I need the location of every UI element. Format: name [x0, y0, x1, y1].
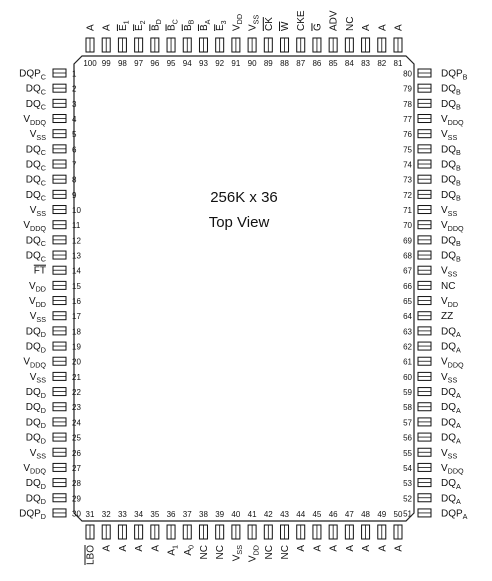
pin-bottom-number: 48	[361, 510, 371, 519]
pin-top-label: $E_2$	[134, 20, 147, 31]
pin-top-label: $B_A$	[198, 19, 212, 31]
pin-top-label: A	[393, 24, 405, 31]
pin-bottom-label: A	[328, 545, 340, 552]
pin-left-number: 10	[72, 206, 81, 216]
pin-bottom-label: NC	[280, 545, 292, 560]
pin-top-number: 94	[182, 59, 192, 68]
pin-top-label: ADV	[328, 10, 340, 31]
pin-bottom-number: 42	[263, 510, 273, 519]
pin-bottom-number: 36	[166, 510, 176, 519]
package-title: 256K x 36	[210, 189, 278, 206]
pin-right-number: 52	[403, 494, 412, 504]
pin-right-label: $DQ_B$	[441, 235, 461, 249]
pin-right-number: 60	[403, 372, 412, 382]
pin-bottom-label: $V_{DD}$	[247, 545, 261, 563]
pin-top-label: NC	[344, 16, 356, 31]
pin-right-label: $DQ_A$	[441, 341, 461, 355]
pin-bottom-label: NC	[198, 545, 210, 560]
pin-right-label: ZZ	[441, 311, 454, 323]
pin-top-label: A	[377, 24, 389, 31]
pin-top-label: A	[361, 24, 373, 31]
pin-bottom-number: 40	[231, 510, 241, 519]
pin-left-number: 27	[72, 463, 81, 473]
pin-top-number: 85	[328, 59, 338, 68]
pin-left-label: $DQ_D$	[25, 432, 46, 446]
pin-left-label: $V_{SS}$	[29, 205, 46, 218]
pin-left-label: $DQ_D$	[25, 341, 46, 355]
pin-right-label: $V_{SS}$	[441, 265, 458, 279]
pin-bottom-label: A	[117, 545, 129, 552]
pin-top-number: 83	[361, 59, 371, 68]
pin-right-label: $V_{SS}$	[441, 129, 458, 142]
pin-right-label: $DQ_A$	[441, 402, 461, 416]
pin-right-number: 68	[403, 251, 412, 261]
pin-bottom-label: $A_0$	[182, 545, 196, 556]
pin-right-label: $DQ_B$	[441, 250, 461, 264]
pin-left-number: 28	[72, 479, 81, 489]
pin-right-number: 65	[403, 297, 412, 307]
pin-left-label: $V_{SS}$	[29, 311, 46, 325]
pin-left-number: 21	[72, 372, 81, 382]
pin-bottom-number: 47	[344, 510, 354, 519]
pin-left-label: $V_{DDQ}$	[23, 356, 46, 370]
pin-left-label: $V_{SS}$	[29, 371, 46, 385]
pin-bottom-number: 33	[117, 510, 127, 519]
pin-top-number: 99	[101, 59, 111, 68]
pin-top-number: 81	[393, 59, 403, 68]
pin-left-label: $DQ_C$	[25, 174, 46, 188]
pin-top-label: A	[101, 24, 113, 31]
pin-right-number: 77	[403, 115, 412, 125]
pin-left-label: $DQ_C$	[25, 83, 46, 97]
pin-left-number: 9	[72, 190, 77, 200]
pin-top-number: 86	[312, 59, 322, 68]
pin-left-label: $DQ_C$	[25, 250, 46, 264]
pin-bottom-number: 38	[199, 510, 208, 519]
pin-left-number: 13	[72, 251, 81, 261]
pin-bottom-number: 50	[393, 510, 403, 519]
pin-left-label: $DQ_D$	[25, 417, 46, 431]
pin-top-number: 93	[199, 59, 208, 68]
pin-top-label: $V_{DD}$	[231, 13, 245, 31]
pin-left-number: 20	[72, 357, 81, 367]
pin-left-number: 17	[72, 312, 81, 322]
pin-top-label: $B_B$	[182, 19, 196, 31]
pin-top-number: 97	[134, 59, 144, 68]
pin-bottom-label: A	[393, 545, 405, 552]
pin-bottom-label: A	[361, 545, 373, 552]
pin-right-label: $DQ_A$	[441, 326, 461, 340]
pin-top-number: 88	[280, 59, 289, 68]
pin-left-label: $DQ_C$	[25, 98, 46, 112]
pin-right-label: $DQ_B$	[441, 189, 461, 203]
pin-right-label: $DQ_B$	[441, 83, 461, 97]
pin-left-number: 6	[72, 145, 77, 155]
pin-right-number: 78	[403, 99, 412, 109]
pin-bottom-number: 35	[150, 510, 160, 519]
pin-top-number: 82	[377, 59, 387, 68]
pin-top-label: CKE	[296, 10, 308, 31]
pin-bottom-number: 49	[377, 510, 387, 519]
pin-top-number: 90	[247, 59, 257, 68]
pin-left-label: $DQ_C$	[25, 159, 46, 173]
pin-bottom-number: 41	[247, 510, 257, 519]
pin-bottom-label: A	[344, 545, 356, 552]
pin-left-label: $V_{DD}$	[28, 296, 46, 309]
pin-left-number: 18	[72, 327, 81, 337]
pin-right-label: $V_{DDQ}$	[441, 356, 464, 370]
pin-right-number: 56	[403, 433, 412, 443]
pin-right-number: 70	[403, 221, 412, 231]
pin-top-label: A	[85, 24, 97, 31]
pin-top-label: $V_{SS}$	[247, 14, 261, 31]
pin-top-label: $B_C$	[166, 19, 180, 31]
pin-left-number: 15	[72, 281, 81, 291]
pin-right-number: 57	[403, 418, 412, 428]
pin-bottom-label: A	[312, 545, 324, 552]
pin-right-label: $V_{DDQ}$	[441, 462, 464, 476]
pin-left-number: 19	[72, 342, 81, 352]
pin-top-label: $B_D$	[150, 19, 164, 31]
pin-left-number: 30	[72, 509, 81, 519]
pin-top-number: 89	[263, 59, 273, 68]
pin-bottom-label: A	[377, 545, 389, 552]
pin-left-number: 2	[72, 84, 77, 94]
pin-left-label: $DQ_D$	[25, 387, 46, 400]
pin-bottom-number: 44	[296, 510, 306, 519]
pin-top-number: 84	[344, 59, 354, 68]
pin-right-label: $DQ_A$	[441, 387, 461, 400]
pin-left-number: 12	[72, 236, 81, 246]
pin-left-number: 3	[72, 99, 77, 109]
pin-right-number: 61	[403, 357, 412, 367]
pin-left-label: $DQ_C$	[25, 144, 46, 158]
pin-right-number: 72	[403, 190, 412, 200]
pin-left-number: 5	[72, 130, 77, 140]
pin-right-number: 51	[403, 509, 412, 519]
pin-bottom-label: A	[101, 545, 113, 552]
pin-bottom-number: 46	[328, 510, 338, 519]
pin-right-label: $DQ_B$	[441, 144, 461, 158]
pin-left-label: $DQ_C$	[25, 189, 46, 203]
pin-right-number: 75	[403, 145, 412, 155]
pin-right-label: $DQP_B$	[441, 68, 468, 82]
pin-left-label: $V_{DD}$	[28, 280, 46, 294]
pin-top-label: G	[312, 23, 324, 31]
pin-right-number: 62	[403, 342, 412, 352]
pin-top-number: 92	[215, 59, 225, 68]
pin-bottom-number: 32	[101, 510, 111, 519]
pin-right-label: $DQ_B$	[441, 159, 461, 173]
pin-left-number: 14	[72, 266, 81, 276]
pin-right-label: $DQ_A$	[441, 493, 461, 507]
pin-left-label: $V_{DDQ}$	[23, 462, 46, 476]
pin-bottom-label: A	[296, 545, 308, 552]
pin-left-label: $V_{DDQ}$	[23, 114, 46, 127]
pin-left-label: $DQP_C$	[19, 68, 46, 82]
pin-top-label: W	[280, 21, 292, 31]
pin-bottom-label: NC	[215, 545, 227, 560]
package-body	[74, 56, 414, 521]
pin-bottom-number: 34	[134, 510, 144, 519]
pin-left-number: 1	[72, 69, 77, 79]
pin-left-number: 25	[72, 433, 81, 443]
pin-right-label: NC	[441, 280, 456, 292]
pin-right-number: 69	[403, 236, 412, 246]
pin-right-number: 58	[403, 403, 412, 413]
pin-left-number: 11	[72, 221, 81, 231]
pin-left-label: $V_{SS}$	[29, 447, 46, 461]
pin-bottom-number: 43	[280, 510, 289, 519]
pin-right-number: 64	[403, 312, 412, 322]
pin-left-label: $DQ_C$	[25, 235, 46, 249]
pin-bottom-label: NC	[263, 545, 275, 560]
pin-top-label: $E_3$	[215, 20, 228, 31]
pin-left-number: 7	[72, 160, 77, 170]
pin-right-label: $DQ_B$	[441, 98, 461, 112]
pin-right-number: 71	[403, 206, 412, 216]
pin-top-number: 87	[296, 59, 306, 68]
pin-left-label: FT	[33, 265, 46, 277]
pin-left-number: 26	[72, 448, 81, 458]
pin-bottom-label: $V_{SS}$	[231, 545, 245, 562]
pin-right-number: 63	[403, 327, 412, 337]
pin-right-label: $V_{DDQ}$	[441, 114, 464, 127]
pin-top-number: 91	[231, 59, 241, 68]
pin-right-label: $DQ_A$	[441, 432, 461, 446]
pin-bottom-number: 37	[182, 510, 192, 519]
pin-right-number: 55	[403, 448, 412, 458]
pin-right-number: 54	[403, 463, 412, 473]
pin-left-label: $DQ_D$	[25, 402, 46, 416]
pin-left-label: $DQP_D$	[19, 508, 46, 522]
pin-right-number: 76	[403, 130, 412, 140]
pin-right-number: 73	[403, 175, 412, 185]
pin-right-number: 80	[403, 69, 412, 79]
pin-right-number: 67	[403, 266, 412, 276]
pin-right-number: 59	[403, 388, 412, 398]
pin-top-number: 96	[150, 59, 160, 68]
pin-left-label: $DQ_D$	[25, 493, 46, 507]
pin-left-number: 4	[72, 115, 77, 125]
pin-left-label: $V_{SS}$	[29, 129, 46, 142]
pin-right-number: 66	[403, 281, 412, 291]
pin-right-number: 53	[403, 479, 412, 489]
pin-left-label: $DQ_D$	[25, 326, 46, 340]
pin-right-label: $V_{SS}$	[441, 205, 458, 218]
pin-top-label: $E_1$	[117, 20, 131, 31]
pin-top-number: 100	[83, 59, 97, 68]
pin-top-number: 95	[166, 59, 176, 68]
pin-right-label: $V_{SS}$	[441, 447, 458, 461]
pin-bottom-label: A	[150, 545, 162, 552]
pin-right-label: $DQ_A$	[441, 478, 461, 491]
pin-right-label: $DQ_A$	[441, 417, 461, 431]
pin-right-label: $V_{DDQ}$	[441, 220, 464, 233]
pin-left-label: $V_{DDQ}$	[23, 220, 46, 233]
pin-left-number: 16	[72, 297, 81, 307]
pin-bottom-number: 39	[215, 510, 225, 519]
pin-top-label: CK	[263, 17, 275, 31]
package-subtitle: Top View	[208, 214, 270, 231]
pin-bottom-number: 45	[312, 510, 322, 519]
pin-left-number: 8	[72, 175, 77, 185]
pin-left-number: 24	[72, 418, 81, 428]
pin-left-label: $DQ_D$	[25, 478, 46, 491]
pin-bottom-label: $A_1$	[166, 545, 180, 556]
pin-bottom-label: LBO	[85, 545, 97, 566]
pin-right-label: $DQ_B$	[441, 174, 461, 188]
pin-right-label: $V_{SS}$	[441, 371, 458, 385]
pin-right-label: $DQP_A$	[441, 508, 468, 522]
pin-right-number: 79	[403, 84, 412, 94]
pin-top-number: 98	[117, 59, 127, 68]
pin-left-number: 23	[72, 403, 81, 413]
pin-bottom-number: 31	[85, 510, 95, 519]
pin-left-number: 22	[72, 388, 81, 398]
pin-right-label: $V_{DD}$	[441, 296, 459, 309]
pin-right-number: 74	[403, 160, 412, 170]
pin-left-number: 29	[72, 494, 81, 504]
pin-bottom-label: A	[134, 545, 146, 552]
